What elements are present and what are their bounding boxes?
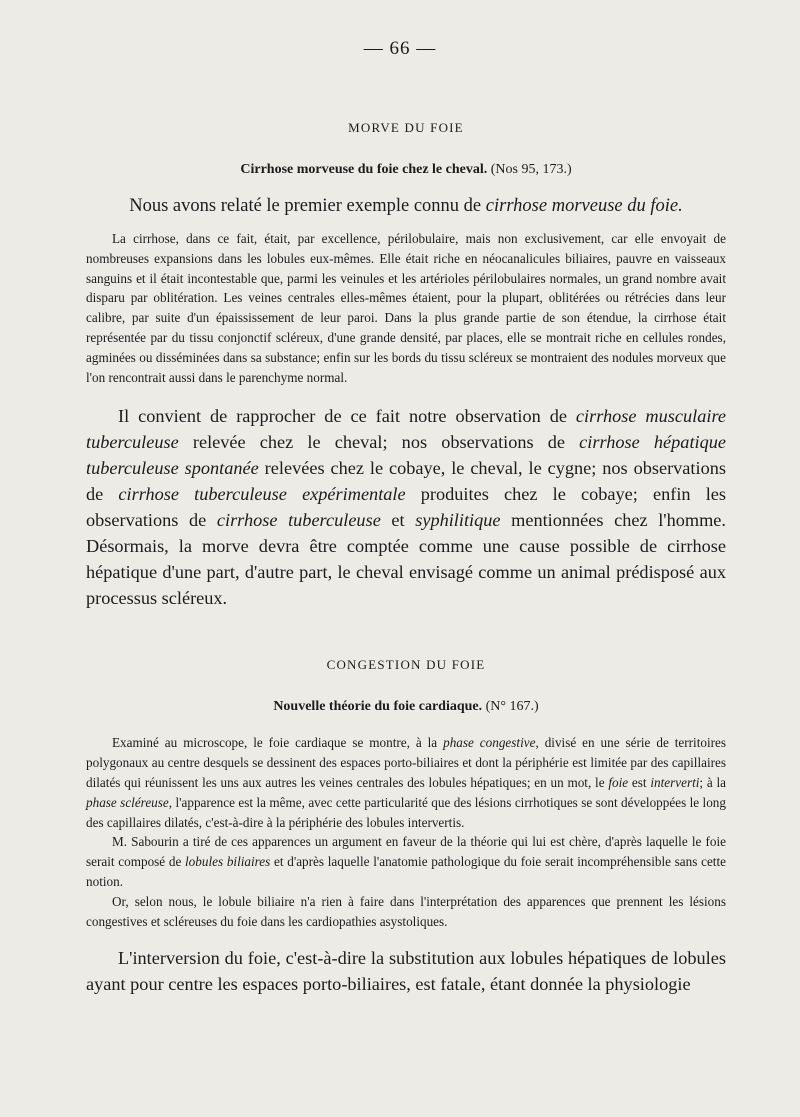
italic-run: lobules biliaires [185,854,271,870]
text-run: Il convient de rapprocher de ce fait notre observation de [118,406,576,427]
italic-run: syphilitique [415,510,501,531]
text-run: produites chez le cobaye; enfin les observations de [86,484,727,531]
italic-run: foie [608,774,629,790]
paragraph-cirrhose-description: La cirrhose, dans ce fait, était, par excellence, périlobulaire, mais non exclusivement, car elle envoyait de nombreuses expansions dans les lobules eux-mêmes. Elle était riche en néocanalicules biliaires, pauvre en vaisseaux sanguins et il était incontestable que, parmi les veinules et les artérioles périlobulaires normales, un grand nombre avait disparu par oblitération. Les veines centrales elles-mêmes étaient, pour la plupart, oblitérées ou rétrécies dans leur calibre, par suite d'un épaississement de leur paroi. Dans la plus grande partie de son étendue, la cirrhose était représentée par du tissu conjonctif scléreux, d'une grande densité, par places, elle se montrait riche en cellules rondes, agminées ou disséminées dans sa substance; enfin sur les bords du tissu scléreux se montraient des nodules morveux que l'on rencontrait aussi dans le parenchyme normal. [86,231,726,385]
paragraph-sabourin [86,832,726,891]
page-number: — 66 — [363,38,437,59]
subheading-reference: (Nos 95, 173.) [490,162,572,177]
paragraph-lobule-biliaire: Or, selon nous, le lobule biliaire n'a rien à faire dans l'interprétation des apparences que prennent les lésions congestives et scléreuses du foie dans les cardiopathies asystoliques. [86,893,726,929]
text-run: est [628,774,651,790]
text-run: Examiné au microscope, le foie cardiaque se montre, à la [112,735,444,751]
lead-sentence [86,196,726,217]
paragraph-rapprocher [86,403,726,611]
section-title-congestion: CONGESTION DU FOIE [326,657,486,673]
text-run: M. Sabourin a tiré de ces apparences un argument en faveur de la théorie qui lui est chère, d'après laquelle le foie serait composé de [86,834,726,870]
italic-run: phase scléreuse [86,794,169,810]
text-run: , l'apparence est la même, avec cette particularité que des lésions cirrhotiques se sont développées le long des capillaires dilatés, c'est-à-dire à la périphérie des lobules intervertis. [86,794,726,830]
subheading-cirrhose-morveuse [86,162,726,178]
text-run: , divisé en une série de territoires polygonaux au centre desquels se dessinent des espaces porto-biliaires et dont la périphérie est limitée par des capillaires dilatés qui réunissent les uns aux autres les veines centrales des lobules hépatiques; en un mot, le [86,735,727,790]
subheading-foie-cardiaque [86,699,726,715]
italic-run: phase congestive [443,735,536,751]
subheading-text: Nouvelle théorie du foie cardiaque. [273,699,483,715]
section-title-morve: MORVE DU FOIE [348,120,464,135]
text-run: ; à la [699,774,726,790]
page-content [86,120,726,997]
italic-run: cirrhose tuberculeuse [216,510,381,531]
text-run: relevée chez le cheval; nos observations de [178,432,580,453]
lead-italic: cirrhose morveuse du foie. [485,196,683,216]
italic-run: cirrhose hépatique tuberculeuse spontanée [86,432,727,479]
text-run: mentionnées chez l'homme. Désormais, la morve devra être comptée comme une cause possible de cirrhose hépatique d'une part, d'autre part, le cheval envisagé comme un animal prédisposé aux processus scléreux. [86,510,726,609]
text-run: et [380,510,416,531]
text-run: et d'après laquelle l'anatomie pathologique du foie serait incompréhensible sans cette notion. [86,854,726,889]
italic-run: interverti [650,774,700,790]
subheading-reference: (N° 167.) [485,699,539,715]
italic-run: cirrhose tuberculeuse expérimentale [118,484,406,505]
italic-run: cirrhose musculaire tuberculeuse [86,406,726,453]
text-run: relevées chez le cobaye, le cheval, le cygne; nos observations de [86,458,726,505]
lead-text: Nous avons relaté le premier exemple connu de [129,196,486,216]
subheading-text: Cirrhose morveuse du foie chez le cheval. [240,162,488,177]
paragraph-interversion: L'interversion du foie, c'est-à-dire la substitution aux lobules hépatiques de lobules ayant pour centre les espaces porto-biliaires, est fatale, étant donnée la physiologie [86,948,726,995]
paragraph-examine [86,733,726,832]
